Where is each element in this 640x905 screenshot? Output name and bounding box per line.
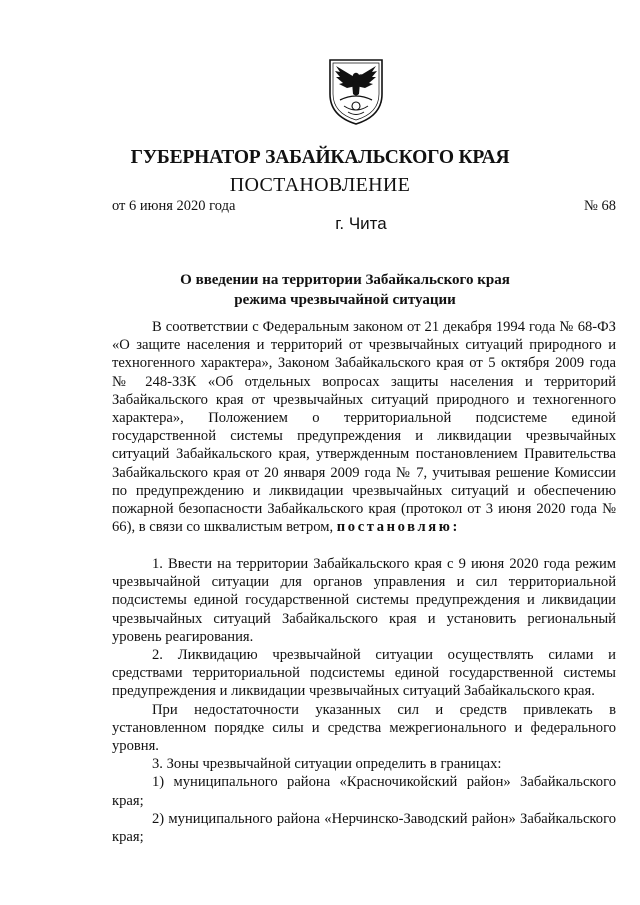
coat-of-arms-icon bbox=[324, 56, 388, 126]
resolve-word: постановляю: bbox=[336, 519, 460, 536]
city: г. Чита bbox=[335, 214, 387, 233]
preamble-text: В соответствии с Федеральным законом от 21 декабря 1994 года № 68-ФЗ «О защите населения и территорий от чрезвычайных ситуаций природного и техногенного характера», Законом Забайкальского края от 5 октября 2009 года № 248-ЗЗК «Об отдельных вопросах защиты населения и территорий Забайкальского края от чрезвычайных ситуаций природного и техногенного характера», Положением о территориальной подсистеме единой государственной системы предупреждения и ликвидации чрезвычайных ситуаций Забайкальского края, утвержденным постановлением Правительства Забайкальского края от 20 января 2009 года № 7, учитывая решение Комиссии по предупреждению и ликвидации чрезвычайных ситуаций и обеспечению пожарной безопасности Забайкальского края (протокол от 3 июня 2020 года № 66), в связи со шквалистым ветром, bbox=[112, 319, 616, 536]
date-number-line bbox=[112, 198, 616, 215]
clause-paragraph: 2. Ликвидацию чрезвычайной ситуации осуществлять силами и средствами территориальной подсистемы единой государственной системы предупреждения и ликвидации чрезвычайных ситуаций Забайкальского края. bbox=[112, 647, 616, 700]
clause-paragraph: 3. Зоны чрезвычайной ситуации определить в границах: bbox=[152, 756, 502, 773]
clause-paragraph: 1) муниципального района «Красночикойский район» Забайкальского края; bbox=[112, 774, 616, 809]
document-type: ПОСТАНОВЛЕНИЕ bbox=[229, 174, 411, 196]
clause-paragraph: 1. Ввести на территории Забайкальского края с 9 июня 2020 года режим чрезвычайной ситуации для органов управления и сил территориальной подсистемы единой государственной системы предупреждения и ликвидации чрезвычайных ситуаций Забайкальского края и установить региональный уровень реагирования. bbox=[112, 556, 616, 645]
subject-line-2: режима чрезвычайной ситуации bbox=[234, 292, 456, 308]
preamble bbox=[112, 318, 616, 536]
clauses bbox=[112, 555, 616, 846]
clause-paragraph: При недостаточности указанных сил и средств привлекать в установленном порядке силы и средства межрегионального и федерального уровня. bbox=[112, 701, 616, 755]
document-number: № 68 bbox=[584, 198, 616, 214]
issuing-authority: ГУБЕРНАТОР ЗАБАЙКАЛЬСКОГО КРАЯ bbox=[130, 147, 510, 168]
clause-paragraph: 2) муниципального района «Нерчинско-Заводский район» Забайкальского края; bbox=[112, 810, 616, 846]
document-subject bbox=[150, 270, 540, 310]
subject-line-1: О введении на территории Забайкальского края bbox=[180, 272, 510, 288]
document-date: от 6 июня 2020 года bbox=[112, 198, 236, 214]
preamble-paragraph bbox=[112, 318, 616, 536]
